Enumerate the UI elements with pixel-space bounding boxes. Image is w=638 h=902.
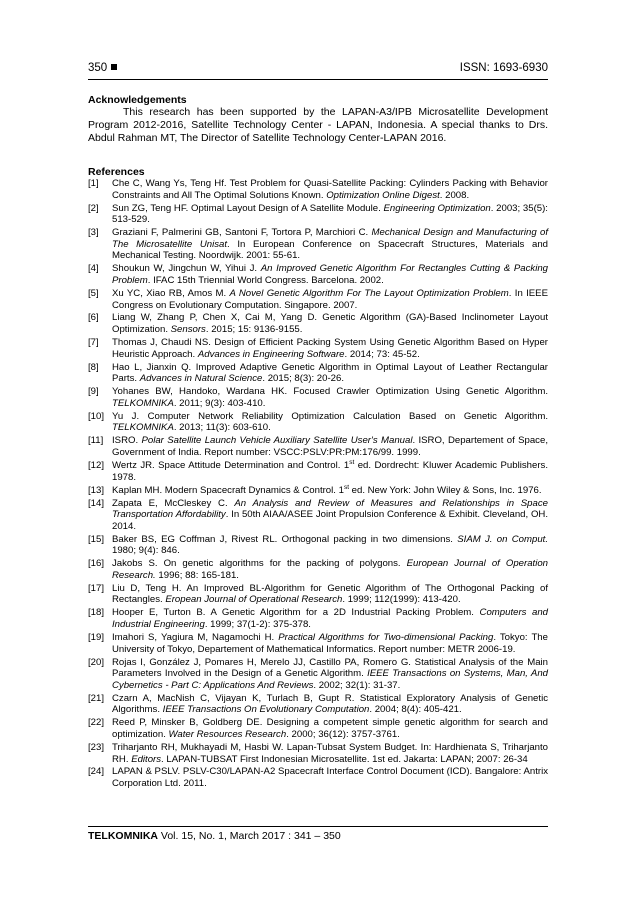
reference-italic-fragment: Advances in Engineering Software: [197, 348, 345, 360]
reference-fragment: . 2002; 32(1): 31-37.: [313, 679, 401, 691]
reference-fragment: . 2008.: [439, 189, 470, 201]
reference-item: [88, 607, 548, 630]
reference-number: [9]: [88, 386, 99, 398]
footer-citation: Vol. 15, No. 1, March 2017 : 341 – 350: [160, 830, 341, 842]
reference-text: [112, 583, 548, 606]
reference-italic-fragment: Engineering Optimization: [383, 202, 491, 214]
page-header: [88, 62, 548, 78]
reference-number: [21]: [88, 692, 105, 704]
reference-number: [15]: [88, 533, 105, 545]
reference-fragment: Liu D, Teng H. An Improved BL-Algorithm for Genetic Algorithm of The Orthogonal Packing of Rectangles.: [112, 582, 548, 606]
reference-fragment: Hao L, Jianxin Q. Improved Adaptive Genetic Algorithm in Optimal Layout of Leather Rectangular Parts.: [112, 361, 548, 385]
reference-number: [4]: [88, 263, 99, 275]
reference-italic-fragment: Advances in Natural Science: [139, 373, 263, 385]
reference-fragment: . LAPAN-TUBSAT First Indonesian Microsatellite. 1st ed. Jakarta: LAPAN; 2007: 26-34: [161, 753, 528, 765]
reference-text: [112, 558, 548, 581]
reference-fragment: Imahori S, Yagiura M, Nagamochi H.: [112, 632, 279, 643]
reference-text: [112, 288, 548, 311]
reference-italic-fragment: Editors: [131, 753, 162, 765]
reference-item: [88, 312, 548, 335]
reference-number: [23]: [88, 741, 105, 753]
reference-number: [22]: [88, 717, 105, 729]
reference-text: [112, 362, 548, 385]
reference-item: [88, 558, 548, 581]
reference-item: [88, 693, 548, 716]
reference-superscript: st: [343, 483, 350, 491]
reference-superscript: st: [349, 458, 355, 466]
reference-number: [17]: [88, 582, 105, 594]
reference-fragment: . In 50th AIAA/ASEE Joint Propulsion Conference & Exhibit. Cleveland, OH. 2014.: [112, 509, 548, 532]
reference-italic-fragment: Mechanical Design and Manufacturing of The Microsatellite Unisat: [112, 227, 549, 250]
reference-fragment: . 2013; 11(3): 603-610.: [173, 422, 271, 434]
reference-italic-fragment: IEEE Transactions On Evolutionary Computation: [162, 704, 370, 716]
reference-italic-fragment: IEEE Transactions on Systems, Man, And Cybernetics - Part C: Applications And Reviews: [112, 668, 548, 691]
reference-item: [88, 742, 548, 765]
reference-text: [112, 263, 548, 286]
reference-text: [112, 203, 548, 226]
reference-item: [88, 362, 548, 385]
reference-number: [13]: [88, 484, 105, 496]
reference-fragment: . In European Conference on Spacecraft Structures, Materials and Mechanical Testing. Noordwijk. 2001: 55-61.: [112, 238, 548, 262]
reference-item: [88, 657, 548, 692]
reference-fragment: Yu J. Computer Network Reliability Optimization Calculation Based on Genetic Algorithm.: [112, 410, 548, 422]
reference-italic-fragment: Computers and Industrial Engineering: [112, 607, 548, 631]
reference-fragment: . ISRO, Departement of Space, Government of India. Report number: VSCC:PSLV:PR:PM:176/99. 1999.: [112, 435, 548, 458]
reference-fragment: Wertz JR. Space Attitude Determination and Control. 1: [112, 459, 350, 471]
reference-text: [112, 460, 548, 483]
reference-number: [20]: [88, 656, 105, 668]
reference-text: [112, 766, 548, 789]
reference-fragment: Che C, Wang Ys, Teng Hf. Test Problem for Quasi-Satellite Packing: Cylinders Packing with Behavior Constraints and All The Optimal Solutions Known.: [112, 178, 548, 201]
reference-fragment: . Tokyo: The University of Tokyo, Departement of Mathematical Informatics. Report number: METR 2006-19.: [112, 632, 548, 655]
reference-italic-fragment: Eropean Journal of Operational Research: [165, 594, 343, 606]
reference-text: [112, 607, 548, 630]
reference-fragment: Hooper E, Turton B. A Genetic Algorithm for a 2D Industrial Packing Problem.: [112, 607, 480, 619]
reference-text: [112, 498, 548, 532]
reference-text: [112, 435, 548, 458]
reference-item: [88, 337, 548, 360]
reference-text: [112, 227, 548, 261]
reference-fragment: Graziani F, Palmerini GB, Santoni F, Tortora P, Marchiori C.: [112, 227, 372, 239]
reference-fragment: Liang W, Zhang P, Chen X, Cai M, Yang D. Genetic Algorithm (GA)-Based Inclinometer Layout Optimization.: [112, 312, 548, 336]
reference-item: [88, 460, 548, 483]
reference-fragment: Reed P, Minsker B, Goldberg DE. Designing a competent simple genetic algorithm for search and optimization.: [112, 717, 548, 740]
reference-italic-fragment: Water Resources Research: [168, 728, 287, 740]
reference-number: [1]: [88, 178, 99, 189]
reference-number: [11]: [88, 435, 104, 447]
reference-number: [19]: [88, 632, 105, 643]
acknowledgements-body: This research has been supported by the LAPAN-A3/IPB Microsatellite Development Program 2012-2016, Satellite Technology Center - LAPAN, Indonesia. A special thanks to Drs. Abdul Rahman MT, The Director of Satellite Technology Center-LAPAN 2016.: [88, 106, 548, 144]
reference-italic-fragment: TELKOMNIKA: [112, 397, 174, 409]
reference-italic-fragment: An Analysis and Review of Measures and Relationships in Space Transportation Affordability: [112, 497, 548, 521]
reference-number: [5]: [88, 287, 99, 299]
reference-text: [112, 312, 548, 335]
reference-fragment: Yohanes BW, Handoko, Wardana HK. Focused Crawler Optimization Using Genetic Algorithm.: [112, 386, 548, 398]
reference-item: [88, 435, 548, 458]
reference-fragment: ed. Dordrecht: Kluwer Academic Publishers. 1978.: [112, 459, 548, 483]
page-number: 350: [88, 62, 108, 74]
reference-item: [88, 263, 548, 286]
footer-journal: TELKOMNIKA: [88, 830, 158, 842]
reference-italic-fragment: Practical Algorithms for Two-dimensional Packing: [278, 632, 494, 643]
reference-number: [6]: [88, 312, 99, 324]
reference-fragment: . 2004; 8(4): 405-421.: [369, 704, 462, 716]
reference-item: [88, 498, 548, 533]
reference-fragment: . 2015; 8(3): 20-26.: [262, 373, 344, 385]
references-list: [88, 178, 548, 791]
page-footer: [88, 830, 341, 842]
reference-text: [112, 534, 548, 557]
reference-number: [16]: [88, 558, 105, 570]
reference-number: [14]: [88, 497, 105, 509]
reference-item: [88, 766, 548, 789]
reference-fragment: Xu YC, Xiao RB, Amos M.: [112, 287, 230, 299]
reference-italic-fragment: An Improved Genetic Algorithm For Rectangles Cutting & Packing Problem: [112, 263, 548, 286]
reference-fragment: . 2003; 35(5): 513-529.: [112, 202, 548, 226]
reference-italic-fragment: Optimization Online Digest: [326, 189, 440, 201]
references-heading: References: [88, 166, 145, 178]
reference-item: [88, 178, 548, 201]
reference-item: [88, 386, 548, 409]
reference-fragment: ISRO.: [112, 435, 142, 447]
reference-italic-fragment: SIAM J. on Comput.: [457, 533, 548, 545]
reference-text: [112, 742, 548, 765]
reference-fragment: Shoukun W, Jingchun W, Yihui J.: [112, 263, 261, 275]
reference-number: [24]: [88, 766, 105, 778]
reference-fragment: . 2014; 73: 45-52.: [344, 348, 420, 360]
reference-fragment: . 1999; 112(1999): 413-420.: [342, 594, 461, 606]
reference-italic-fragment: Polar Satellite Launch Vehicle Auxiliary Satellite User's Manual: [141, 435, 413, 447]
reference-text: [112, 657, 548, 691]
reference-text: [112, 632, 548, 655]
reference-italic-fragment: Sensors: [170, 324, 206, 336]
reference-text: [112, 411, 548, 434]
reference-item: [88, 411, 548, 434]
reference-italic-fragment: A Novel Genetic Algorithm For The Layout Optimization Problem: [229, 287, 509, 299]
reference-fragment: . 1999; 37(1-2): 375-378.: [204, 619, 311, 631]
reference-item: [88, 534, 548, 557]
reference-fragment: . 2000; 36(12): 3757-3761.: [286, 728, 400, 740]
header-left: [88, 62, 117, 74]
reference-fragment: Kaplan MH. Modern Spacecraft Dynamics & Control. 1: [112, 484, 344, 496]
black-square-icon: [111, 64, 117, 70]
reference-fragment: . IFAC 15th Triennial World Congress. Barcelona. 2002.: [147, 274, 384, 286]
reference-text: [112, 337, 548, 360]
reference-italic-fragment: TELKOMNIKA: [112, 422, 174, 434]
footer-divider: [88, 826, 548, 827]
reference-item: [88, 227, 548, 262]
reference-fragment: Jakobs S. On genetic algorithms for the packing of polygons.: [112, 558, 407, 570]
reference-text: [112, 693, 548, 716]
reference-fragment: Baker BS, EG Coffman J, Rivest RL. Orthogonal packing in two dimensions.: [112, 533, 458, 545]
reference-fragment: 1980; 9(4): 846.: [112, 545, 180, 557]
reference-number: [18]: [88, 607, 105, 619]
reference-item: [88, 717, 548, 740]
reference-fragment: LAPAN & PSLV. PSLV-C30/LAPAN-A2 Spacecraft Interface Control Document (ICD). Bangalore: Antrix Corporation Ltd. 2011.: [112, 766, 548, 790]
reference-fragment: Sun ZG, Teng HF. Optimal Layout Design of A Satellite Module.: [112, 202, 384, 214]
reference-fragment: 1996; 88: 165-181.: [155, 569, 239, 581]
reference-number: [8]: [88, 361, 99, 373]
reference-fragment: Zapata E, McCleskey C.: [112, 497, 235, 509]
reference-fragment: . 2011; 9(3): 403-410.: [173, 397, 266, 409]
reference-fragment: . In IEEE Congress on Evolutionary Computation. Singapore. 2007.: [112, 287, 548, 311]
reference-text: [112, 178, 548, 201]
reference-item: [88, 288, 548, 311]
reference-text: [112, 717, 548, 740]
reference-fragment: . 2015; 15: 9136-9155.: [205, 324, 303, 336]
reference-number: [10]: [88, 410, 105, 422]
reference-item: [88, 485, 548, 497]
reference-number: [7]: [88, 337, 99, 349]
reference-text: [112, 386, 548, 409]
reference-fragment: ed. New York: John Wiley & Sons, Inc. 1976.: [349, 484, 542, 496]
reference-item: [88, 203, 548, 226]
reference-fragment: Triharjanto RH, Mukhayadi M, Hasbi W. Lapan-Tubsat System Budget. In: Hardhienata S, Triharjanto RH.: [112, 741, 548, 765]
reference-item: [88, 583, 548, 606]
issn: ISSN: 1693-6930: [459, 62, 548, 74]
acknowledgements-heading: Acknowledgements: [88, 94, 187, 106]
reference-number: [2]: [88, 202, 99, 214]
reference-number: [12]: [88, 459, 105, 471]
reference-fragment: Rojas I, González J, Pomares H, Merelo JJ, Castillo PA, Romero G. Statistical Analysis of the Main Parameters Involved in the Design of a Genetic Algorithm.: [112, 656, 548, 680]
reference-text: [112, 485, 542, 496]
reference-fragment: Czarn A, MacNish C, Vijayan K, Turlach B, Gupt R. Statistical Exploratory Analysis of Genetic Algorithms.: [112, 692, 548, 716]
reference-number: [3]: [88, 227, 99, 239]
reference-item: [88, 632, 548, 655]
reference-italic-fragment: European Journal of Operation Research.: [112, 558, 549, 581]
reference-fragment: Thomas J, Chaudi NS. Design of Efficient Packing System Using Genetic Algorithm Based on Hyper Heuristic Approach.: [112, 337, 548, 360]
header-divider: [88, 79, 548, 80]
